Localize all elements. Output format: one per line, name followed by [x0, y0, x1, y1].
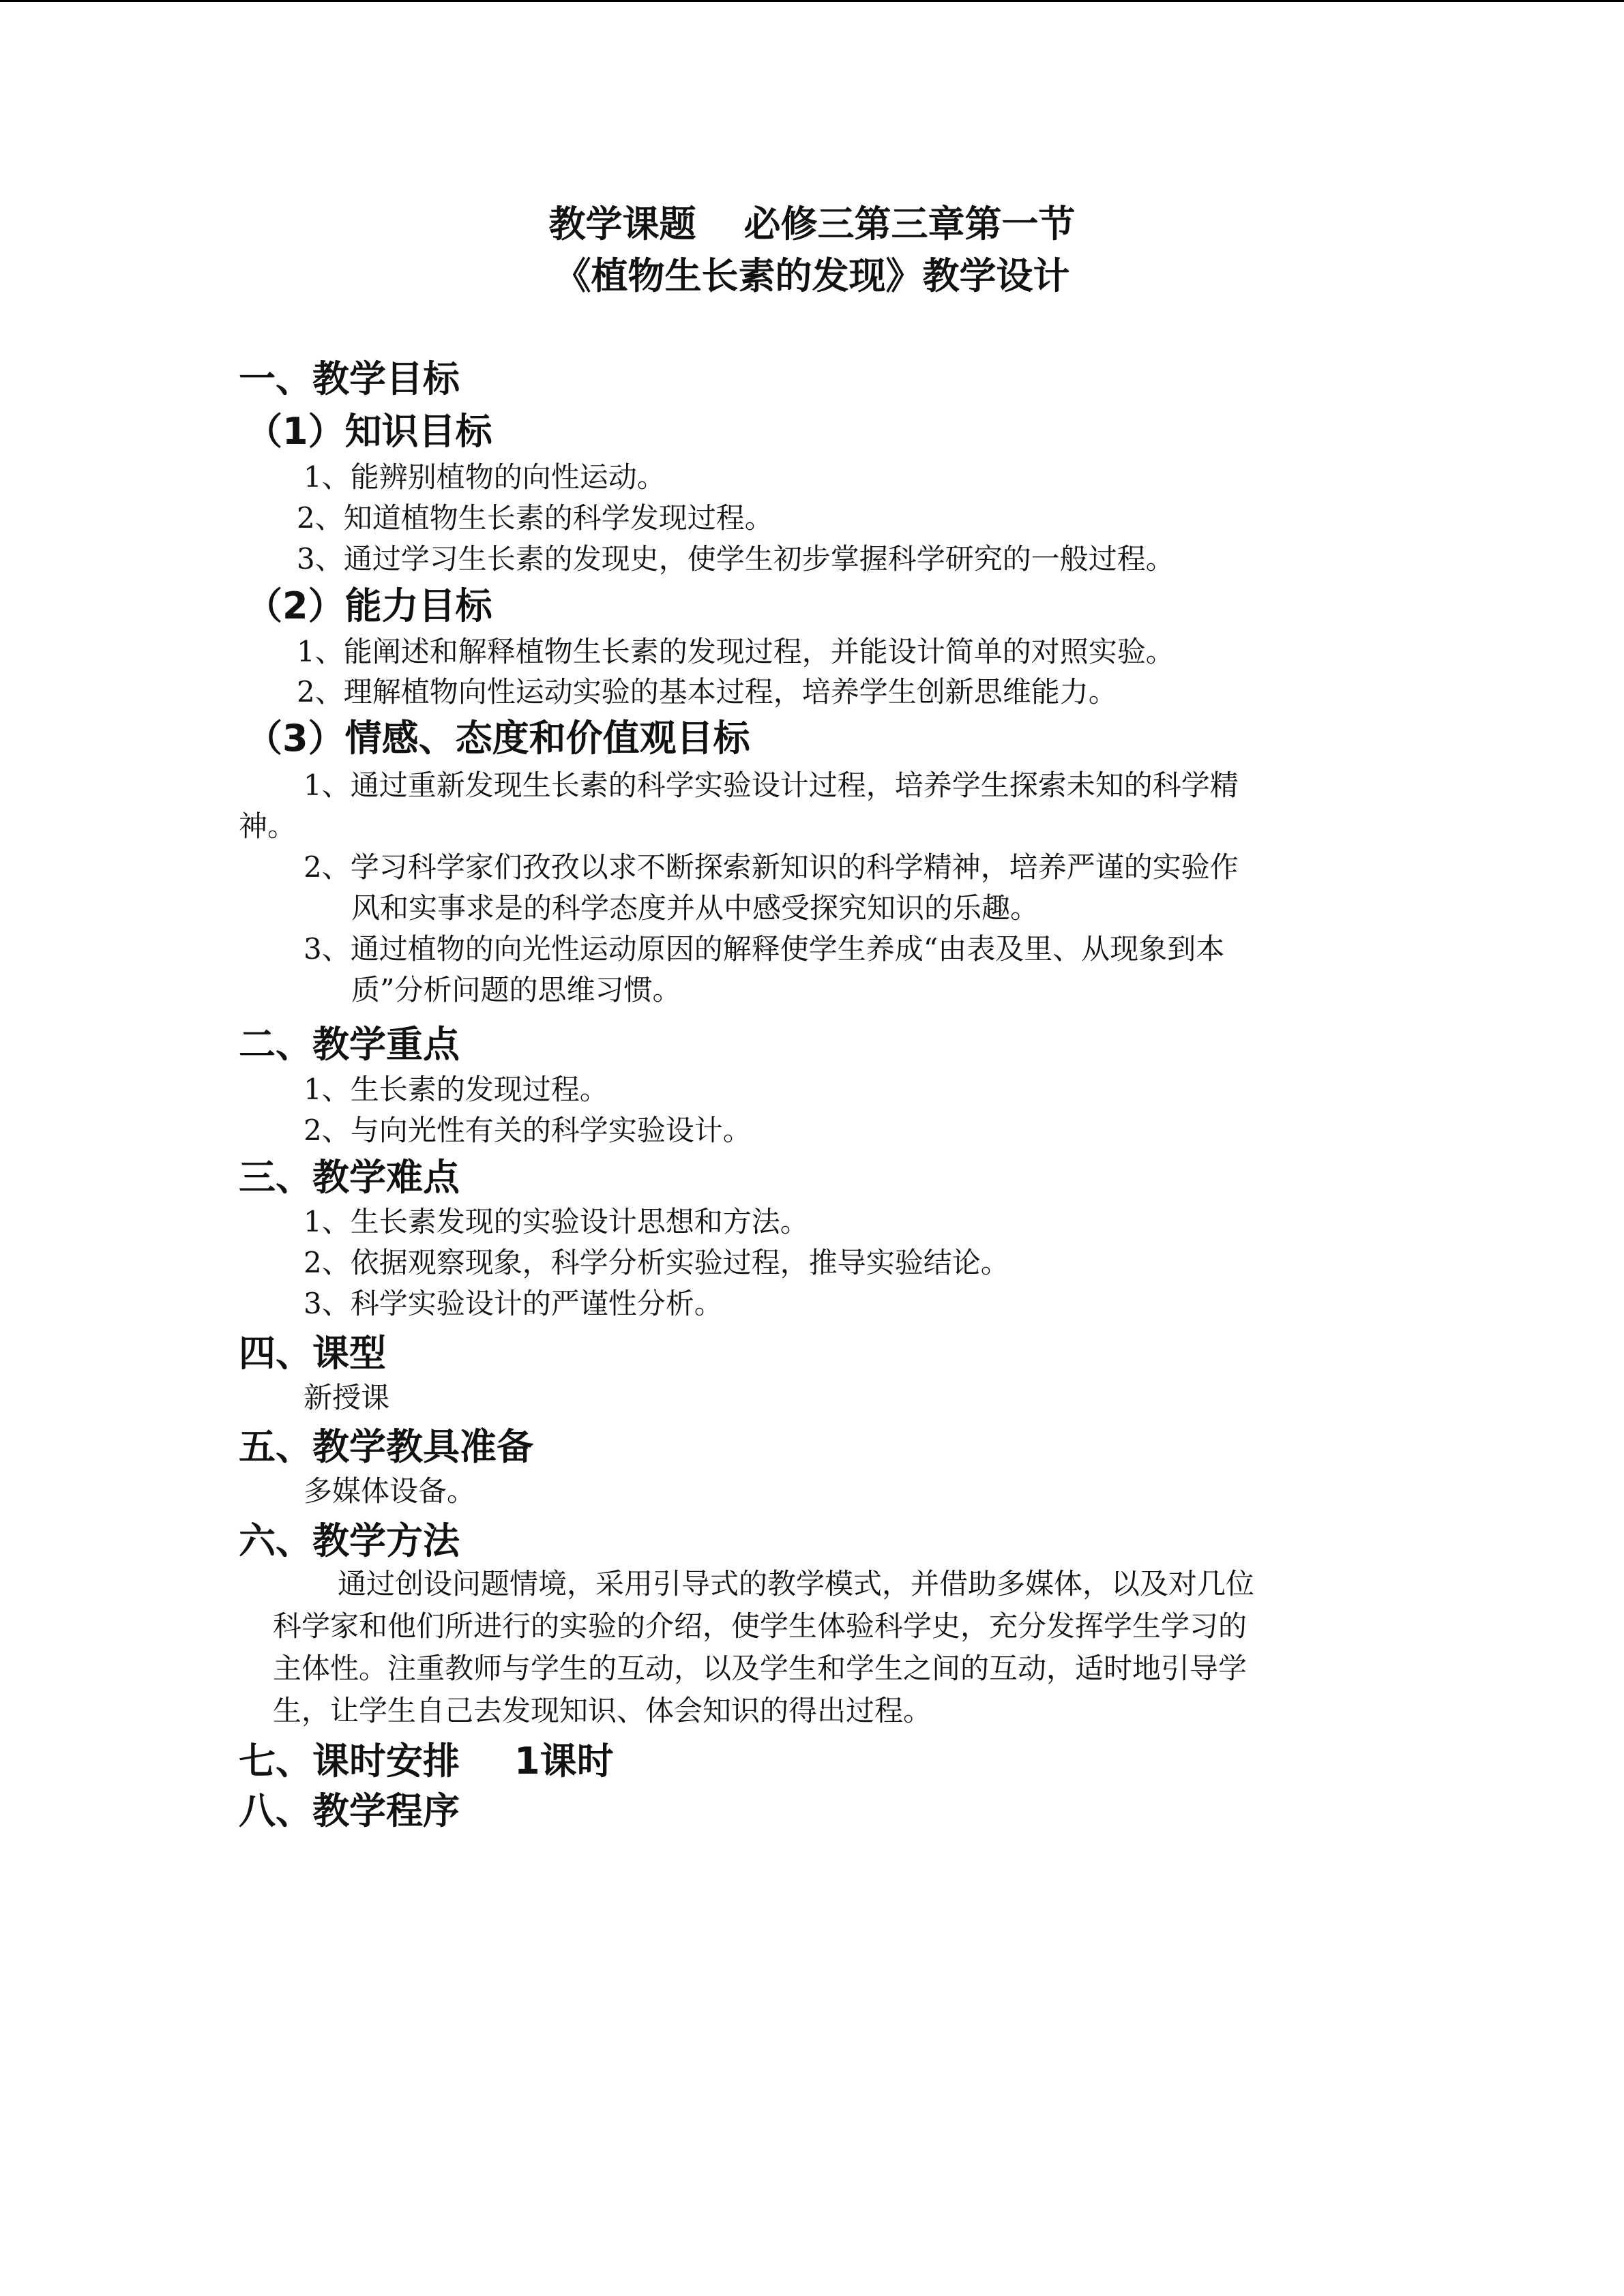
methods-line-1: 通过创设问题情境，采用引导式的教学模式，并借助多媒体，以及对几位	[338, 1567, 1255, 1600]
schedule-value: 1课时	[514, 1740, 614, 1783]
knowledge-item-3: 3、通过学习生长素的发现史，使学生初步掌握科学研究的一般过程。	[297, 542, 1175, 576]
subheading-knowledge-goals: （1）知识目标	[246, 410, 492, 453]
subheading-attitude-goals: （3）情感、态度和价值观目标	[246, 717, 750, 760]
methods-line-4: 生，让学生自己去发现知识、体会知识的得出过程。	[273, 1694, 932, 1727]
attitude-item-1-line-2: 神。	[239, 809, 297, 843]
key-point-item-2: 2、与向光性有关的科学实验设计。	[304, 1114, 752, 1147]
section-heading-procedure: 八、教学程序	[239, 1789, 460, 1832]
difficulty-item-3: 3、科学实验设计的严谨性分析。	[304, 1287, 723, 1320]
difficulty-item-2: 2、依据观察现象，科学分析实验过程，推导实验结论。	[304, 1246, 1009, 1279]
difficulty-item-1: 1、生长素发现的实验设计思想和方法。	[304, 1205, 809, 1238]
section-heading-objectives: 一、教学目标	[239, 357, 460, 400]
knowledge-item-1: 1、能辨别植物的向性运动。	[304, 460, 666, 494]
methods-line-3: 主体性。注重教师与学生的互动，以及学生和学生之间的互动，适时地引导学	[273, 1652, 1247, 1685]
attitude-item-2-line-2: 风和实事求是的科学态度并从中感受探究知识的乐趣。	[351, 891, 1039, 925]
section-heading-key-points: 二、教学重点	[239, 1023, 460, 1066]
title-label: 教学课题	[548, 203, 696, 245]
methods-line-2: 科学家和他们所进行的实验的介绍，使学生体验科学史，充分发挥学生学习的	[273, 1609, 1247, 1643]
subheading-ability-goals: （2）能力目标	[246, 584, 492, 627]
ability-item-2: 2、理解植物向性运动实验的基本过程，培养学生创新思维能力。	[297, 675, 1117, 709]
section-heading-materials: 五、教学教具准备	[239, 1425, 533, 1468]
attitude-item-2-line-1: 2、学习科学家们孜孜以求不断探索新知识的科学精神，培养严谨的实验作	[304, 850, 1239, 884]
section-heading-methods: 六、教学方法	[239, 1519, 460, 1562]
section-heading-difficulties: 三、教学难点	[239, 1156, 460, 1199]
schedule-label: 七、课时安排	[239, 1740, 460, 1783]
attitude-item-1-line-1: 1、通过重新发现生长素的科学实验设计过程，培养学生探索未知的科学精	[304, 769, 1239, 802]
ability-item-1: 1、能阐述和解释植物生长素的发现过程，并能设计简单的对照实验。	[297, 635, 1175, 668]
section-heading-schedule	[239, 1738, 614, 1785]
attitude-item-3-line-1: 3、通过植物的向光性运动原因的解释使学生养成“由表及里、从现象到本	[304, 932, 1225, 966]
attitude-item-3-line-2: 质”分析问题的思维习惯。	[351, 973, 681, 1007]
knowledge-item-2: 2、知道植物生长素的科学发现过程。	[297, 501, 773, 535]
section-heading-lesson-type: 四、课型	[239, 1332, 386, 1375]
document-title-line-2: 《植物生长素的发现》教学设计	[554, 254, 1070, 297]
lesson-type-value: 新授课	[304, 1381, 390, 1414]
key-point-item-1: 1、生长素的发现过程。	[304, 1073, 608, 1106]
materials-value: 多媒体设备。	[304, 1474, 476, 1508]
document-title-line-1	[0, 200, 1624, 248]
title-course: 必修三第三章第一节	[743, 203, 1076, 245]
